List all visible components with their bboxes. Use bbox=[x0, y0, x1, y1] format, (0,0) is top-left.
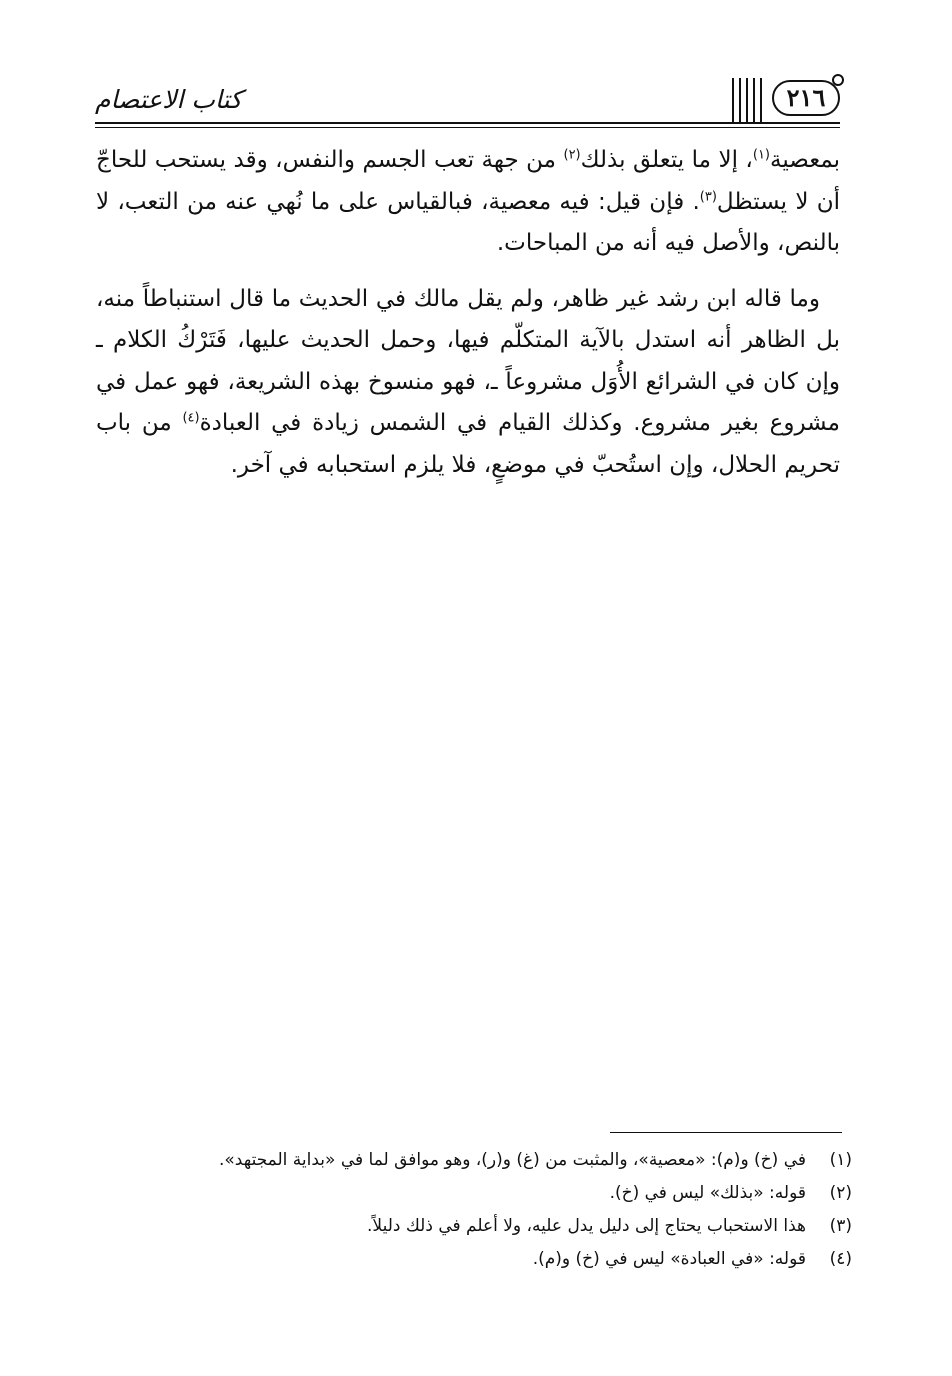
footnote-3 bbox=[96, 1212, 852, 1241]
footnote-text: قوله: «بذلك» ليس في (خ). bbox=[609, 1183, 806, 1203]
footnote-1 bbox=[96, 1146, 852, 1175]
footnote-2 bbox=[96, 1179, 852, 1208]
paragraph-2 bbox=[96, 279, 840, 487]
footnote-ref-2[interactable]: (٢) bbox=[563, 147, 581, 163]
footnote-ref-3[interactable]: (٣) bbox=[699, 188, 717, 204]
text-run: وما قاله ابن رشد غير ظاهر، ولم يقل مالك في الحديث ما قال استنباطاً منه، بل الظاهر أنه استدل بالآية المتكلّم فيها، وحمل الحديث عليها، فَتَرْكُ الكلام ـ وإن كان في الشرائع الأُوَل مشروعاً ـ، فهو منسوخ بهذه الشريعة، فهو عمل في مشروع بغير مشروع. وكذلك القيام في الشمس زيادة في العبادة bbox=[96, 285, 840, 436]
main-text bbox=[96, 140, 840, 486]
footnote-text: في (خ) و(م): «معصية»، والمثبت من (غ) و(ر)، وهو موافق لما في «بداية المجتهد». bbox=[219, 1150, 806, 1170]
footnote-4 bbox=[96, 1245, 852, 1274]
footnote-number: (٤) bbox=[829, 1249, 852, 1269]
header-ornament-bars bbox=[732, 78, 762, 122]
text-run: بمعصية bbox=[770, 147, 841, 173]
footnote-text: قوله: «في العبادة» ليس في (خ) و(م). bbox=[532, 1249, 806, 1269]
footnote-number: (٢) bbox=[829, 1183, 852, 1203]
page-number: ٢١٦ bbox=[786, 83, 826, 112]
footnote-separator bbox=[610, 1132, 842, 1133]
footnote-text: هذا الاستحباب يحتاج إلى دليل يدل عليه، ولا أعلم في ذلك دليلاً. bbox=[367, 1216, 806, 1236]
text-run: من جهة تعب الجسم والنفس، وقد يستحب للحاجّ أن لا يستظل bbox=[96, 147, 840, 215]
text-run: . فإن قيل: فيه معصية، فبالقياس على ما نُهي عنه من التعب، لا بالنص، والأصل فيه أنه من المباحات. bbox=[96, 188, 840, 256]
footnotes bbox=[96, 1146, 852, 1278]
running-title: كتاب الاعتصام bbox=[95, 85, 242, 114]
text-run: من باب تحريم الحلال، وإن استُحبّ في موضعٍ، فلا يلزم استحبابه في آخر. bbox=[96, 410, 840, 478]
paragraph-1 bbox=[96, 140, 840, 265]
footnote-number: (٣) bbox=[829, 1216, 852, 1236]
page-header bbox=[95, 72, 840, 126]
footnote-ref-4[interactable]: (٤) bbox=[182, 410, 200, 426]
footnote-number: (١) bbox=[829, 1150, 852, 1170]
header-rule-thin bbox=[95, 127, 840, 128]
header-rule bbox=[95, 122, 840, 124]
footnote-ref-1[interactable]: (١) bbox=[752, 147, 770, 163]
page-number-badge bbox=[768, 78, 840, 118]
text-run: ، إلا ما يتعلق بذلك bbox=[580, 147, 753, 173]
